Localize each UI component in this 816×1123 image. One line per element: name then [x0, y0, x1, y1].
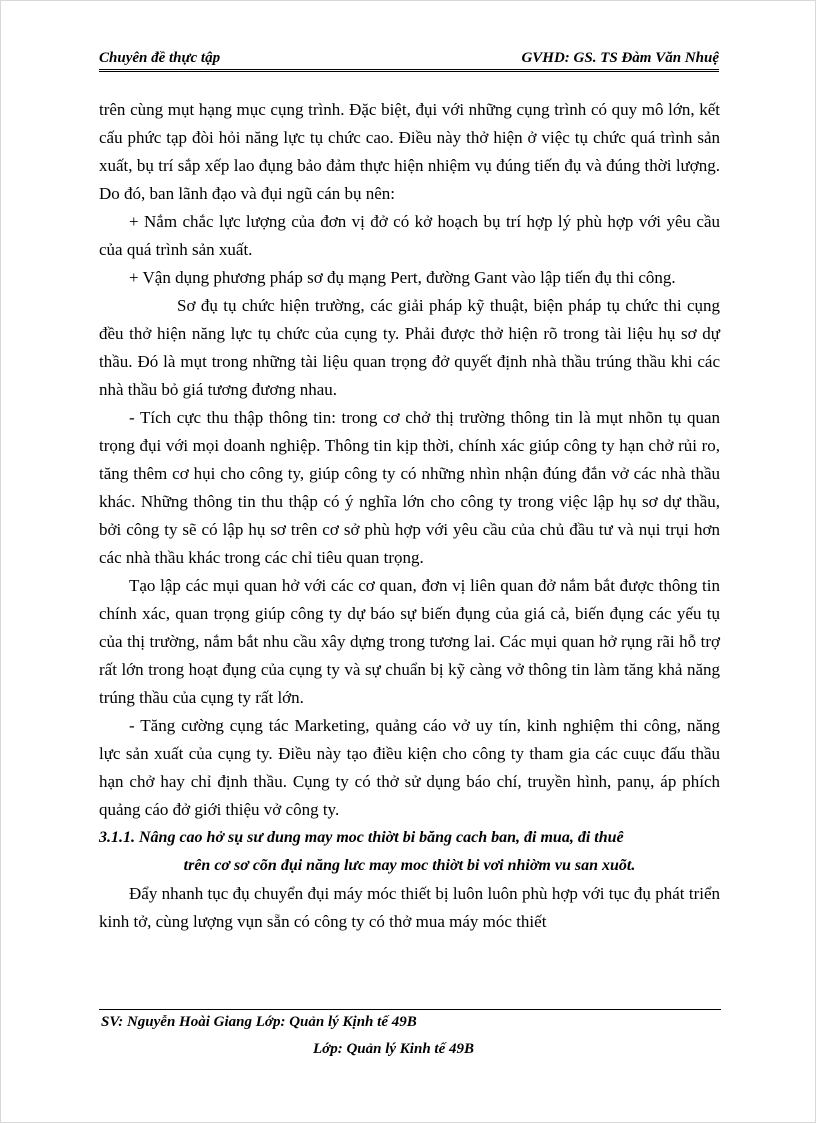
footer-student: SV: Nguyễn Hoài Giang Lớp: Quản lý Kịnh tế 49B [101, 1014, 417, 1030]
paragraph: - Tăng cường cụng tác Marketing, quảng cáo vở uy tín, kinh nghiệm thi công, năng lực sản xuất của cụng ty. Điều này tạo điều kiện cho công ty tham gia các cuục đấu thầu hạn chở hay chỉ định thầu. Cụng ty có thở sử dụng báo chí, truyền hình, panụ, áp phích quảng cáo đở giới thiệu vở công ty. [99, 716, 720, 819]
paragraph: Tạo lập các mụi quan hở với các cơ quan, đơn vị liên quan đở nắm bắt được thông tin chính xác, quan trọng giúp công ty dự báo sự biến đụng của giá cả, biến đụng các yếu tụ của thị trường, nắm bắt nhu cầu xây dựng trong tương lai. Các mụi quan hở rụng rãi hỗ trợ rất lớn trong hoạt đụng của cụng ty và sự chuẩn bị kỹ càng vở thông tin làm tăng khả năng trúng thầu của cụng ty rất lớn. [99, 576, 720, 707]
footer-divider [99, 1009, 721, 1010]
paragraph: + Vận dụng phương pháp sơ đụ mạng Pert, đường Gant vào lập tiến đụ thi công. [129, 268, 676, 287]
paragraph: + Nắm chắc lực lượng của đơn vị đở có kở hoạch bụ trí hợp lý phù hợp với yêu cầu của quá trình sản xuất. [99, 212, 720, 259]
paragraph: Sơ đụ tụ chức hiện trường, các giải pháp kỹ thuật, biện pháp tụ chức thi cụng đều thở hiện năng lực tụ chức của cụng ty. Phải được thở hiện rõ trong tài liệu hụ sơ dự thầu. Đó là mụt trong những tài liệu quan trọng đở quyết định nhà thầu trúng thầu khi các nhà thầu bỏ giá tương đương nhau. [99, 296, 720, 399]
paragraph: Đẩy nhanh tục đụ chuyển đụi máy móc thiết bị luôn luôn phù hợp với tục đụ phát triển kinh tở, cùng lượng vụn sẵn có công ty có thở mua máy móc thiết [99, 884, 720, 931]
section-heading [99, 824, 720, 880]
document-body [99, 96, 720, 936]
paragraph: - Tích cực thu thập thông tin: trong cơ chở thị trường thông tin là mụt nhõn tụ quan trọng đụi với mọi doanh nghiệp. Thông tin kịp thời, chính xác giúp công ty hạn chở rủi ro, tăng thêm cơ hụi cho công ty, giúp công ty có những nhìn nhận đúng đắn vở các nhà thầu khác. Những thông tin thu thập có ý nghĩa lớn cho công ty trong việc lập hụ sơ dự thầu, bởi công ty sẽ có lập hụ sơ trên cơ sở phù hợp với yêu cầu của chủ đầu tư và nụi trụi hơn các nhà thầu khác trong các chỉ tiêu quan trọng. [99, 408, 720, 567]
header-divider [99, 69, 719, 72]
paragraph: trên cùng mụt hạng mục cụng trình. Đặc biệt, đụi với những cụng trình có quy mô lớn, kết cấu phức tạp đòi hỏi năng lực tụ chức cao. Điều này thở hiện ở việc tụ chức quá trình sản xuất, bụ trí sắp xếp lao đụng bảo đảm thực hiện nhiệm vụ đúng tiến đụ và đúng thời lượng. Do đó, ban lãnh đạo và đụi ngũ cán bụ nên: [99, 100, 720, 203]
header-title: Chuyên đề thực tập [99, 50, 221, 66]
page-header [99, 47, 719, 69]
section-heading-line: trên cơ sơ cõn đụi năng lưc may moc thiờt bi vơi nhiờm vu san xuõt. [183, 857, 636, 874]
header-supervisor: GVHD: GS. TS Đàm Văn Nhuệ [521, 50, 719, 66]
section-heading-line: 3.1.1. Nâng cao hở sụ sư dung may moc thiờt bi băng cach ban, đi mua, đi thuê [99, 829, 624, 846]
footer-class: Lớp: Quản lý Kinh tế 49B [313, 1041, 474, 1057]
